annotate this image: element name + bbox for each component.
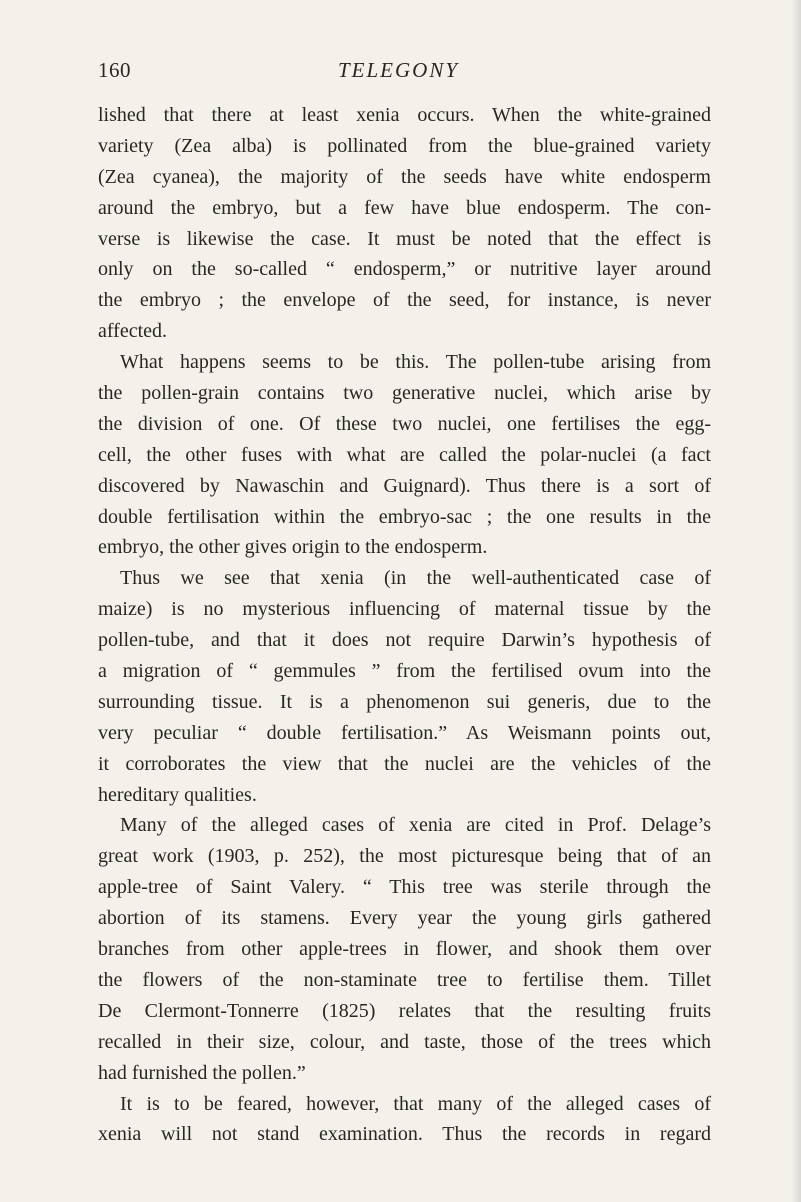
running-title: TELEGONY — [338, 58, 460, 82]
text-line: the division of one. Of these two nuclei, one fertilises the egg- — [98, 412, 711, 435]
text-line: cell, the other fuses with what are called the polar-nuclei (a fact — [98, 443, 711, 466]
text-line: branches from other apple-trees in flower, and shook them over — [98, 938, 711, 961]
text-line: discovered by Nawaschin and Guignard). Thus there is a sort of — [98, 474, 711, 497]
text-line: Many of the alleged cases of xenia are cited in Prof. Delage’s — [120, 814, 711, 837]
text-line: maize) is no mysterious influencing of maternal tissue by the — [98, 598, 711, 621]
text-line: the flowers of the non-staminate tree to fertilise them. Tillet — [98, 968, 711, 991]
text-line: What happens seems to be this. The pollen-tube arising from — [120, 351, 711, 374]
text-line: a migration of “ gemmules ” from the fertilised ovum into the — [98, 660, 711, 683]
text-line: apple-tree of Saint Valery. “ This tree was sterile through the — [98, 876, 711, 899]
text-line: pollen-tube, and that it does not require Darwin’s hypothesis of — [98, 629, 711, 652]
text-line: double fertilisation within the embryo-sac ; the one results in the — [98, 505, 711, 528]
text-line: embryo, the other gives origin to the endosperm. — [98, 536, 488, 559]
text-line: lished that there at least xenia occurs. When the white-grained — [98, 104, 711, 126]
text-line: it corroborates the view that the nuclei are the vehicles of the — [98, 752, 711, 775]
text-line: xenia will not stand examination. Thus the records in regard — [98, 1123, 711, 1146]
text-line: Thus we see that xenia (in the well-authenticated case of — [120, 567, 711, 590]
text-line: abortion of its stamens. Every year the young girls gathered — [98, 907, 711, 930]
text-line: very peculiar “ double fertilisation.” As Weismann points out, — [98, 721, 711, 744]
text-line: affected. — [98, 320, 168, 343]
page-number: 160 — [98, 58, 131, 82]
text-line: De Clermont-Tonnerre (1825) relates that the resulting fruits — [98, 999, 711, 1022]
text-line: hereditary qualities. — [98, 783, 257, 806]
text-line: only on the so-called “ endosperm,” or nutritive layer around — [98, 258, 711, 281]
text-line: variety (Zea alba) is pollinated from the blue-grained variety — [98, 134, 711, 157]
text-line: It is to be feared, however, that many of the alleged cases of — [120, 1092, 711, 1115]
body-text — [98, 100, 711, 1150]
text-line: the embryo ; the envelope of the seed, for instance, is never — [98, 289, 711, 312]
text-line: the pollen-grain contains two generative nuclei, which arise by — [98, 382, 711, 405]
page-header — [98, 58, 718, 88]
text-line: verse is likewise the case. It must be noted that the effect is — [98, 227, 711, 250]
text-line: had furnished the pollen.” — [98, 1061, 306, 1084]
text-line: surrounding tissue. It is a phenomenon sui generis, due to the — [98, 690, 711, 713]
text-line: recalled in their size, colour, and taste, those of the trees which — [98, 1030, 711, 1053]
text-line: (Zea cyanea), the majority of the seeds have white endosperm — [98, 165, 711, 188]
text-line: around the embryo, but a few have blue endosperm. The con- — [98, 196, 711, 219]
text-line: great work (1903, p. 252), the most picturesque being that of an — [98, 845, 711, 868]
page-edge-shadow — [791, 0, 801, 1202]
